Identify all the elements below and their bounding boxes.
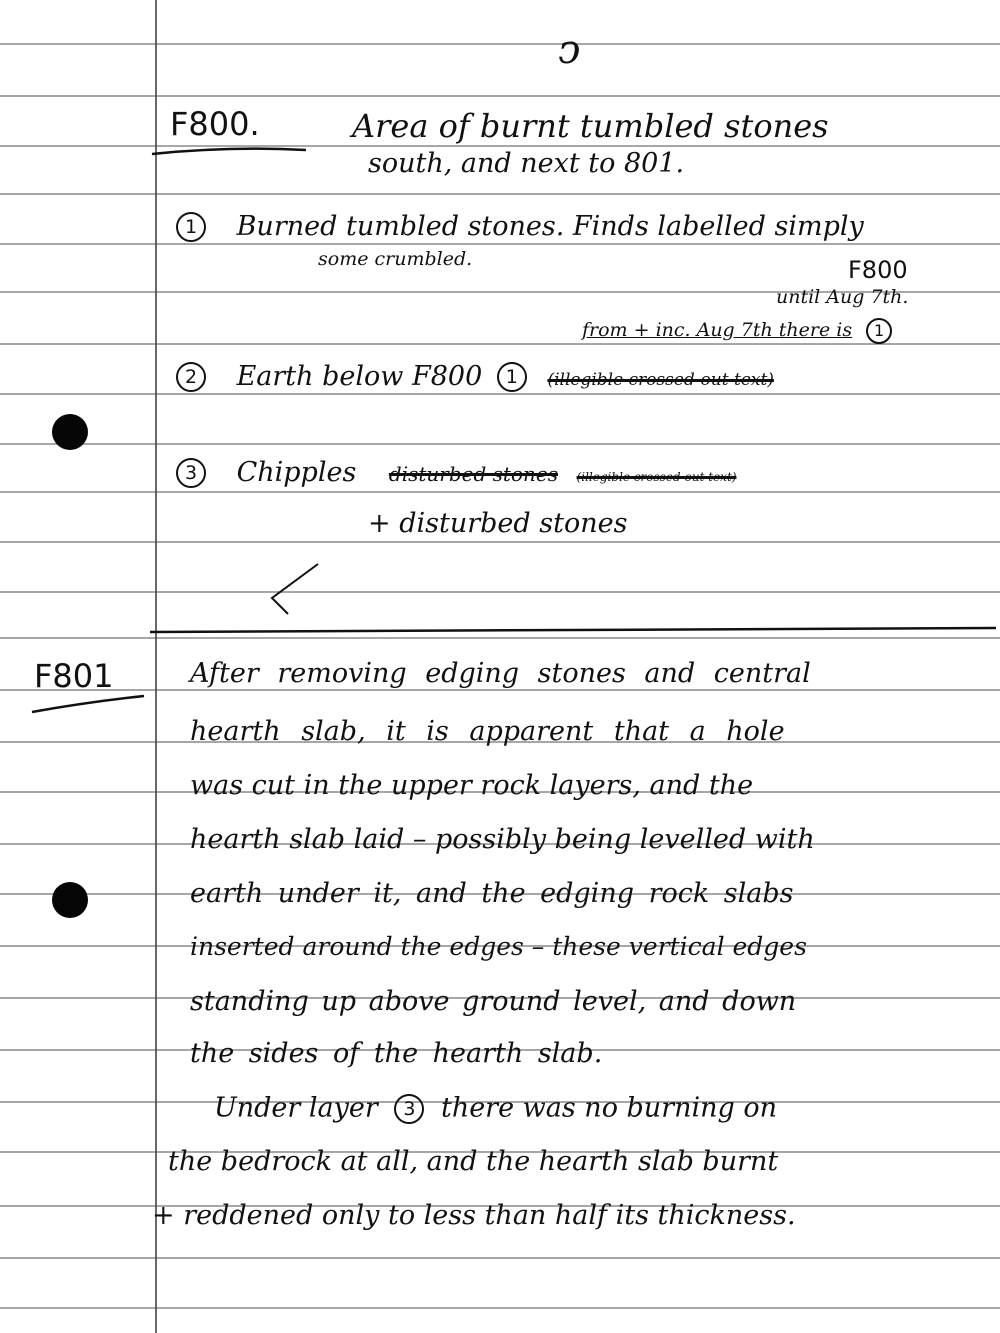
f801-line: After removing edging stones and central (190, 658, 811, 689)
number-3-circle: 3 (394, 1094, 424, 1124)
f801-line: earth under it, and the edging rock slabs (190, 878, 794, 909)
f801-line: + reddened only to less than half its thickness. (152, 1200, 796, 1231)
item-text: Earth below F800 (236, 360, 483, 392)
code-underline (150, 144, 310, 158)
margin-note-f800: F800 (848, 256, 908, 284)
number-1-circle: 1 (497, 362, 527, 392)
margin-note-from: from + inc. Aug 7th there is 1 (582, 318, 892, 344)
f801-line: hearth slab, it is apparent that a hole (190, 716, 785, 747)
f800-item-3 (176, 458, 736, 488)
chevron-mark-icon (262, 560, 332, 618)
f801-line: was cut in the upper rock layers, and the (190, 770, 754, 801)
item-text: Burned tumbled stones. Finds labelled simply (236, 210, 864, 242)
f801-line: the sides of the hearth slab. (190, 1038, 603, 1069)
f801-paragraph2-line: Under layer 3 there was no burning on (214, 1092, 778, 1124)
number-2-circle: 2 (176, 362, 206, 392)
f800-item-3-continued: + disturbed stones (368, 508, 628, 539)
number-1-circle: 1 (866, 318, 892, 344)
f800-description-line1: Area of burnt tumbled stones (352, 107, 829, 145)
f801-line: hearth slab laid – possibly being levelled with (190, 824, 815, 855)
crossed-out-text: disturbed stones (388, 461, 558, 486)
f800-item-2 (176, 362, 774, 392)
f801-line: standing up above ground level, and down (190, 986, 797, 1017)
f800-description-line2: south, and next to 801. (368, 148, 685, 179)
number-1-circle: 1 (176, 212, 206, 242)
punch-hole (52, 882, 88, 918)
f801-line: inserted around the edges – these vertical edges (190, 932, 807, 961)
page-mark: ↄ (558, 27, 581, 73)
f800-item-1 (176, 212, 864, 242)
number-3-circle: 3 (176, 458, 206, 488)
item-text: Chipples (236, 456, 357, 488)
code-underline (28, 694, 148, 718)
interlinear-note: some crumbled. (318, 248, 473, 270)
f801-line: the bedrock at all, and the hearth slab burnt (168, 1146, 779, 1177)
margin-note-until: until Aug 7th. (776, 286, 909, 308)
crossed-out-text: (illegible crossed-out text) (547, 369, 774, 390)
feature-code-f800: F800. (170, 105, 260, 143)
punch-hole (52, 414, 88, 450)
crossed-out-text: (illegible crossed-out text) (576, 469, 737, 484)
section-divider (150, 622, 1000, 638)
feature-code-f801: F801 (34, 657, 114, 695)
